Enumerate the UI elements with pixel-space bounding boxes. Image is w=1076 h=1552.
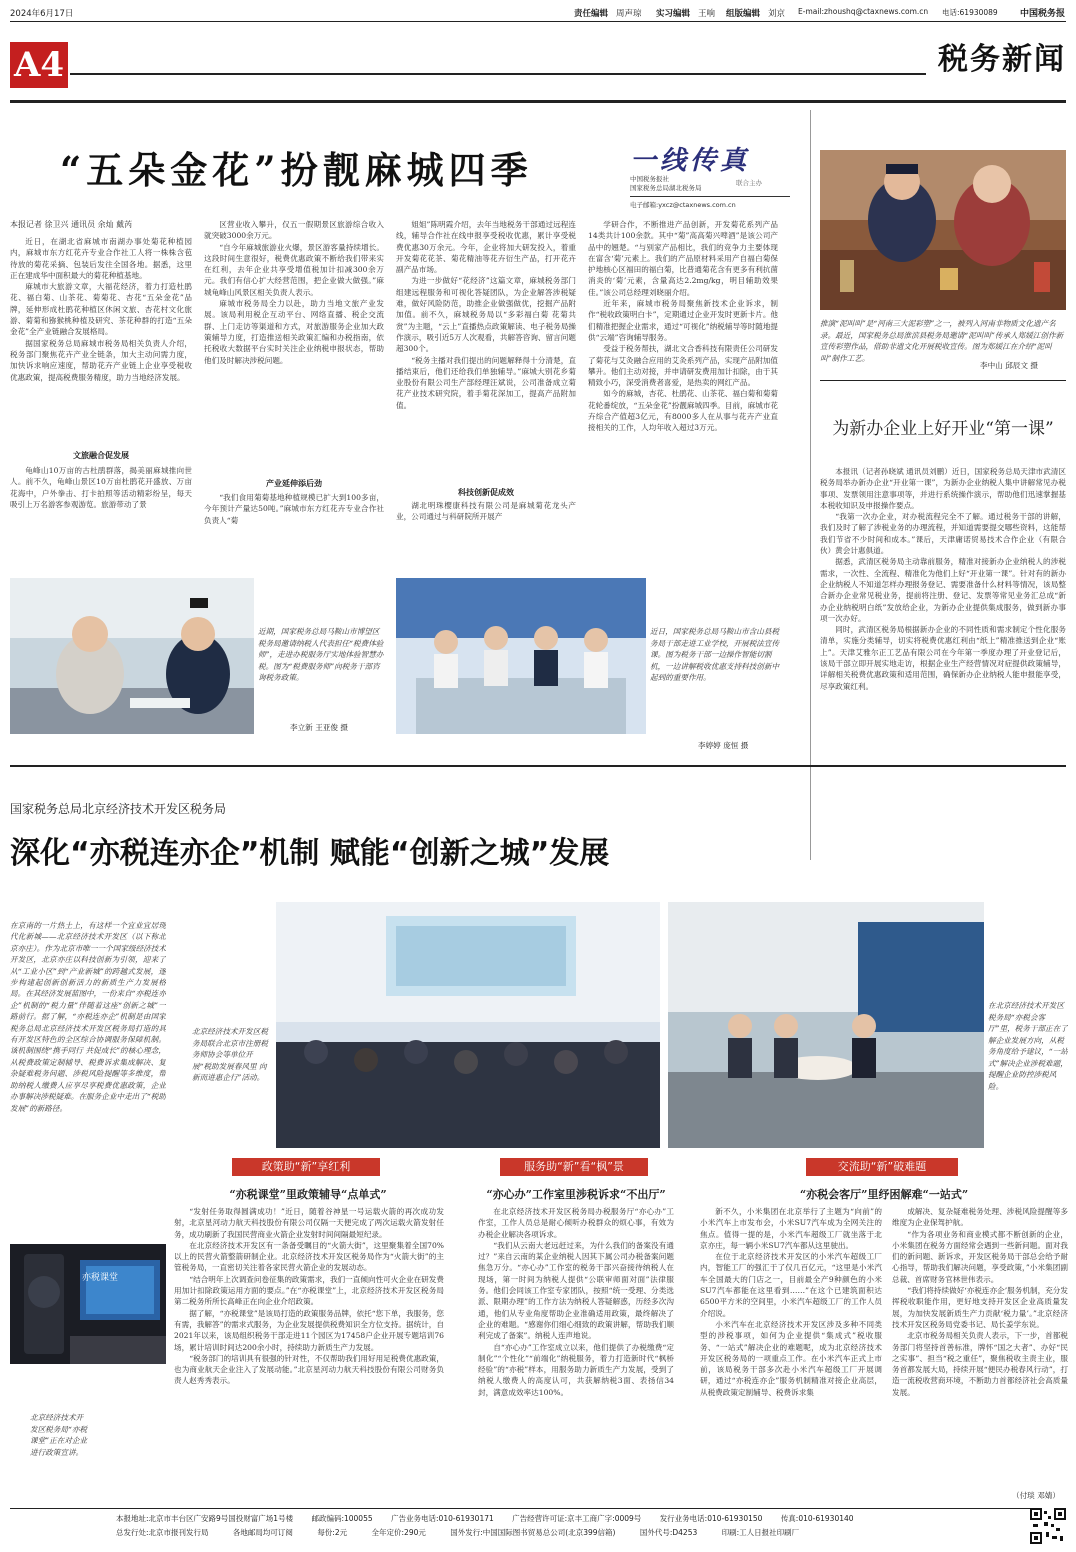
paragraph: 成解决、复杂疑难税务处理、涉税风险提醒等多维度为企业保驾护航。 [892,1207,1068,1228]
paragraph: 在北京经济技术开发区税务局办税服务厅“亦心办”工作室，工作人员总是耐心倾听办税群众的烦心事，有效为办税企业解决各项诉求。 [478,1207,674,1239]
story1-col2b [204,492,384,528]
editor-label: 责任编辑 [574,9,609,19]
paragraph: 学研合作，不断推进产品创新，开发菊花系列产品14类共计100余款。其中“菊”高高菊兴啤酒”是该公司产品中的翘楚。“与别家产品相比，我们的竞争力主要体现在富含‘菊’元素上。我们的产品原材料采用产自福白菊保护地核心区福田的福白菊，比普通菊花含有更多有利抗菌消炎的‘菊’元素，含量高达2.2mg/kg，明目辅助效果佳。”该公司总经理刘晓丽介绍。 [588,220,778,297]
footer-fax: 传真:010-61930140 [780,1514,854,1523]
badge-email: 电子邮箱:yxcz@ctaxnews.com.cn [630,201,736,209]
story1-col2 [204,219,384,477]
story1-col4 [588,219,778,529]
paragraph: “发射任务取得圆满成功！”近日，随着谷神星一号运载火箭的再次成功发射，北京星河动力航天科技股份有限公司仅隔一天便完成了两次运载火箭发射任务，成功刷新了我国民营商业火箭企业发射时间间隔最短纪录。 [174,1207,444,1239]
paragraph: 在北京经济技术开发区有一条备受瞩目的“火箭大街”，这里聚集着全国70%以上的民营火箭整箭研制企业。北京经济技术开发区税务局作为“火箭大街”的主管税务局，一直密切关注着各家民营火箭企业的发展动态。 [174,1240,444,1273]
qr-code-image [1030,1508,1066,1544]
photo-right-caption: 推演“泥叫叫”是“河南三大泥彩塑”之一，被列入河南非物质文化遗产名录。最近，国家税务总局淮滨县税务局邀请“泥叫叫”传承人郑媛江创作新宣传彩塑作品，借助非遗文化开展税收宣传。图为郑媛江在介绍“泥叫叫”制作工艺。 [820,319,1064,363]
intern-name: 王响 [698,9,716,19]
badge-sub1: 中国税务报社 [630,175,669,183]
badge-rule [630,196,790,197]
story3-photo-bottom-caption: 北京经济技术开发区税务局“亦税课堂”正在对企业进行政策宣讲。 [30,1413,88,1457]
column-divider [810,110,811,860]
badge-title: 一线传真 [630,146,751,176]
photo-clay-figures-image [820,150,1066,310]
qr-code-icon [1030,1508,1066,1544]
story1-col1 [10,236,192,462]
paragraph: “结合明年上次调查问卷征集的政策需求，我们一直倾向性可火企业在研发费用加计扣除政策运用方面的要点。”在“亦税课堂”上，北京经济技术开发区税务局第二税务所所长高峰正在向企业介绍政策。 [174,1274,444,1307]
story1-col1b [10,465,192,527]
subhead-policy: “亦税课堂”里政策辅导“点单式” [229,1188,387,1201]
paragraph: “我们食用菊菊基地种植规模已扩大到100多亩，今年预计产量达50吨。”麻城市东方红花卉专业合作社负责人“菊 [204,493,384,525]
paragraph: 小米汽车在北京经济技术开发区涉及多种不同类型的涉税事项，如何为企业提供“集成式”税收服务、“一站式”解决企业的难题呢，成为北京经济技术开发区税务局的一项重点工作。在小米汽车正式上市前，该局税务干部多次赴小米汽车超级工厂开展调研，通过“亦税连亦企”服务机制精准对接企业高层，从税费政策定制辅导、税费诉求集 [700,1319,882,1397]
paragraph: “自今年麻城旅游业火爆，景区游客量持续增长。这段时间生意很好，税费优惠政策不断给我们带来实在红利，去年企业共享受增值税加计扣减300余万元。我们有信心扩大经营范围，把企业做大做强。”麻城龟峰山风景区相关负责人表示。 [204,242,384,297]
photo-school-lesson-image [396,578,646,734]
page-code: A4 [13,45,65,85]
section-rule [70,73,926,75]
paragraph: “我们将持续做好‘亦税连亦企’服务机制，充分发挥税收职能作用，更好地支持开发区企业高质量发展，为加快发展新质生产力贡献‘税力量’。”北京经济技术开发区税务局党委书记、局长姜学东说。 [892,1286,1068,1329]
paragraph: 北京市税务局相关负责人表示，下一步，首都税务部门将坚持首善标准，牌怀“国之大者”、办好“民之实事”、担当“税之重任”，聚焦税收主责主业，服务首都发展大局，持续开展“便民办税春风行动”，打造一流税收营商环境，不断助力首都经济社会高质量发展。 [892,1331,1068,1397]
badge [624,140,808,218]
tag-service: 服务助“新”看“枫”景 [500,1158,648,1176]
paragraph: “作为各项业务和商业模式都不断创新的企业，小米集团在税务方面经常会遇到一些新问题。面对我们的新问题、新诉求，开发区税务局干部总会给予耐心指导，帮助我们解决问题，享受政策，”小米集团副总裁、首席财务官林世伟表示。 [892,1229,1068,1284]
layout-label: 组版编辑 [726,9,761,19]
story3-col1 [174,1206,444,1502]
paragraph: 本报讯（记者孙晓斌 通讯员刘鹏）近日，国家税务总局天津市武清区税务局举办新办企业“开业第一课”，为新办企业纳税人集中讲解常见办税事项、发票领用注意事项等，并进行系统操作演示，帮助他们迅速掌握基本税收知识及申报操作要点。 [820,467,1066,510]
photo-event-image [276,902,660,1148]
footer-dist-phone: 发行业务电话:010-61930150 [659,1514,763,1523]
story3-headline: 深化“亦税连亦企”机制 赋能“创新之城”发展 [10,836,610,871]
footer-postcode: 邮政编码:100055 [311,1514,373,1523]
intern-label: 实习编辑 [656,9,691,19]
tag-exchange: 交流助“新”破难题 [806,1158,958,1176]
paragraph: 麻城市税务局全力以赴，助力当地文旅产业发展。该局利用税企互动平台、网络直播、税企交流群、上门走访等渠道和方式，对旅游服务企业加大政策辅导力度，打造推送相关政策汇编和办税指南，依托税收大数据平台实时关注企业纳税申报状态，帮助他们及时解决涉税问题。 [204,299,384,365]
photo-classroom-image [10,1244,166,1364]
paragraph: 同时，武清区税务局根据新办企业的不同性质和需求制定个性化服务清单，实施分类辅导，切实将税费优惠红利由“纸上”精准推送到企业“账上”。天津艾雅尔正工艺品有限公司在今年第一季度办理了开业登记后，该局干部立即开展实地走访，根据企业生产经营情况对症提供政策辅导，详解相关税费优惠政策和适用范围，确保新办企业纳税人能申报能享受，尽享政策红利。 [820,625,1066,691]
photo-right-credit: 李中山 邱辰文 摄 [980,361,1038,370]
issue-date: 2024年6月17日 [10,9,74,19]
footer-ad-phone: 广告业务电话:010-61930171 [391,1514,494,1523]
paragraph: 如今的麻城，杏花、杜鹃花、山茶花、福白菊和菊菊花轮番绽放，“五朵金花”扮靓麻城四季。目前，麻城市花卉综合产值超3亿元，有8000多人在从事与花卉产业直接相关的工作，人均年收入超过3万元。 [588,389,778,433]
footer-foreign: 国外发行:中国国际图书贸易总公司(北京399信箱) [450,1528,616,1537]
paragraph: 新不久，小米集团在北京举行了主题为“向前”的小米汽车上市发布会，小米SU7汽车成为全网关注的焦点。值得一提的是，小米汽车超级工厂就坐落于北京亦庄，每一辆小米SU7汽车都从这里驶出。 [700,1207,882,1250]
paragraph: 为进一步做好“花经济”这篇文章，麻城税务部门组建远程服务和可视化答疑团队，为企业解答涉税疑难，做好风险防范，助推企业做强做优，挖掘产品附加值。前不久，麻城税务局以“多彩福白菊 花菊共赏”为主题，“云上”直播热点政策解读、电子税务局操作演示，吸引近5万人次观看，共解答咨询、留言问题超300个。 [396,276,576,354]
photo-lounge-image [668,902,984,1148]
mid-right-credit: 李婷婷 庞恒 摄 [698,741,749,750]
photo-classroom [10,1244,166,1364]
story1-subhead-3: 科技创新促成效 [458,487,514,497]
footer-line2 [116,1527,1016,1538]
editor-phone: 电话:61930089 [942,8,998,17]
paragraph: 受益于税务帮扶，湖北文合香科技有限责任公司研发了菊花与艾灸融合应用的艾灸系列产品，实现产品附加值攀升。他们主动对接，并申请研发费用加计扣除，由于其精致小巧，深受消费者喜爱，是热卖的网红产品。 [588,344,778,388]
story3-col2 [478,1206,674,1502]
story1-subhead-2: 产业延伸添后劲 [266,478,322,488]
footer-rule [10,1508,1066,1509]
photo-event [276,902,660,1148]
paper-name: 中国税务报 [1020,9,1066,19]
footer-foreign-code: 国外代号:D4253 [639,1528,698,1537]
story3-credit: （付琰 邓婧） [1012,1491,1060,1500]
top-thick-rule [10,100,1066,103]
paragraph: 在位于北京经济技术开发区的小米汽车超级工厂内，智能工厂的强汇于了仅几百亿元，“这里是小米汽车全国最大的门店之一，目前最全产9种颜色的小米SU7汽车都能在这里看到……”在这个已建筑面积达6500平方米的空间里，小米汽车超级工厂的工作人员介绍说。 [700,1252,882,1318]
paragraph: 近日，在湖北省麻城市南湖办事处菊花种植园内，麻城市东方红花卉专业合作社工人将一株株含苞待放的菊花采摘、包装后发往全国各地。据悉，这里正在建成华中面积最大的菊花种植基地。 [10,237,192,280]
paragraph: 麻城市大旅游文章，大福花经济，着力打造杜鹃花、福白菊、山茶花、菊菊花、杏花“五朵金花”品牌，延伸形成杜鹃花种植区休闲文旅、杏花村文化旅游、菊菊和猕猴桃种植及研究、茶花种群的打造“五朵金花”全产业链融合发展格局。 [10,282,192,337]
editor-name: 周声琼 [616,9,642,19]
editor-email: E-mail:zhoushq@ctaxnews.com.cn [798,7,929,16]
badge-sub3: 联合主办 [736,179,762,187]
mid-left-caption: 近期，国家税务总局马鞍山市博望区税务局邀请纳税人代表担任“税费体验师”，走进办税服务厅实地体验智慧办税。图为“税费服务师”向税务干部咨询税务政策。 [258,627,384,682]
tag-policy: 政策助“新”享红利 [232,1158,380,1176]
story3-col3a [700,1206,882,1502]
paragraph: 自“亦心办”工作室成立以来，他们提供了办税缴费“定制化”“个性化”“前端化”纳税服务，着力打造新时代“枫桥经验”的“亦税”样本，用服务助力新质生产力发展，受到了纳税人缴费人的高度认可，共获解纳税3面、表扬信34封，满意成效率达100%。 [478,1342,674,1397]
paragraph: “我们从云南大老远赶过来，为什么我们的备案没有通过？”来自云南的某企业纳税人因其下属公司办税备案问题焦急万分。“亦心办”工作室的税务干部兴奋接待纳税人在现场，第一时间为纳税人提供“公联审师面对面”法律服务。他们会同该工作室专家团队，按照“统一受理、分类选派、限期办理”的工作方法为纳税人答疑解惑，历经多次沟通，他们从专业角度帮助企业准确适用政策，最终解决了企业的难题。“感谢你们细心细致的政策讲解，帮助我们顺利完成了备案”。纳税人连声地说。 [478,1240,674,1341]
footer-price: 每份:2元 [317,1528,348,1537]
paragraph: “我第一次办企业，对办税流程完全不了解。通过税务干部的讲解，我们及时了解了涉税业务的办理流程，并知道需要提交哪些资料，这能帮我们节省不少时间和成本。”课后，天津庸诺贸易技术合作企业（有限合伙）黄会计惠俱道。 [820,512,1066,556]
footer-annual-price: 全年定价:290元 [371,1528,426,1537]
story3-photo-right-caption: 在北京经济技术开发区税务局“亦税会客厅”里，税务干部正在了解企业发展方向，从税务角度给予建议，“一站式”解决企业涉税难题，提醒企业防控涉税风险。 [988,1001,1068,1091]
masthead [10,6,1066,20]
story2-body [820,466,1066,858]
footer-printer: 印刷:工人日报社印刷厂 [721,1528,800,1537]
footer-address: 本报地址:北京市丰台区广安路9号国投财富广场1号楼 [116,1514,294,1523]
paragraph: 姐姐”陈明霞介绍，去年当地税务干部通过远程连线，辅导合作社在线申报享受税收优惠，累计享受税费优惠30万余元。今年，企业将加大研发投入，着重开发菊花花茶、菊花精油等花卉衍生产品，打开花卉副产品市场。 [396,220,576,275]
layout-name: 刘京 [768,9,786,19]
footer-distributor: 总发行处:北京市报刊发行局 [116,1528,209,1537]
paragraph: 据国家税务总局麻城市税务局相关负责人介绍，税务部门聚焦花卉产业全链条，加大主动问需力度，加快诉求响应速度，帮助花卉产业链上企业享受税收优惠政策，提高税费服务精度，助力当地经济发展。 [10,338,192,382]
paragraph: 近年来，麻城市税务局聚焦新技术企业诉求，制作“税收政策明白卡”，定期通过企业开发时更新卡片。他们精准把握企业需求，通过“可视化”纳税辅导等时随地提供“云端”咨询辅导服务。 [588,299,778,342]
story1-headline: “五朵金花”扮靓麻城四季 [60,148,533,192]
footer-ad-license: 广告经营许可证:京丰工商广字:0009号 [512,1514,642,1523]
badge-sub2: 国家税务总局湖北税务局 [630,184,702,192]
photo-classroom-screen: 亦税课堂 [82,1273,119,1283]
paragraph: “税务部门的培训具有很强的针对性，不仅帮助我们用好用足税费优惠政策，也为商业航天企业注入了发展动能。”北京星河动力航天科技股份有限公司财务负责人赵秀秀表示。 [174,1353,444,1386]
story3-photo-left-caption: 北京经济技术开发区税务局联合北京市注册税务师协会等单位开展“税助发展春风里 向新而进惠企行”活动。 [192,1027,268,1082]
paragraph: 龟峰山10万亩的古杜鹃群落，揭美丽麻城推向世人。前不久，龟峰山景区10万亩杜鹃花开盛放、万亩花海中，户外拳击、打卡拍照等活动精彩纷呈，每天吸引上万名游客参观游览。旅游带动了景 [10,466,192,509]
story1-col3 [396,219,576,477]
paragraph: 湖北明珠樱康科技有限公司是麻城菊花龙头产业，公司通过与科研院所开展产 [396,501,576,522]
story1-byline: 本报记者 徐卫兴 通讯员 余灿 戴芮 [10,220,133,229]
story1-col3b [396,500,576,528]
paragraph: 据悉，武清区税务局主动靠前服务，精准对接新办企业纳税人的涉税需求，一次性、全流程、精准化为他们上好“开业第一课”。针对有的新办企业纳税人不知道怎样办理报务登记、需要准备什么材料等情况，该局整合新办企业常见税业务，提前将注册、登记、发票等常见业务汇总成“新办企业纳税明白纸”发放给企业，为新办企业提供集成服务，做到新办事项一次办好。 [820,557,1066,623]
paragraph: 区营业收入攀升，仅五一假期景区旅游综合收入就突破3000余万元。 [204,220,384,241]
paragraph: 据了解，“亦税课堂”是该局打造的政策服务品牌，依托“您下单，我服务，您有需，我解答”的需求式服务，为企业发展提供税费知识全方位支持。据统计，自2021年以来，该局组织税务干部走进11个园区为17458户企业开展专题培训76场，累计培训时间达200余小时，持续助力新质生产力发展。 [174,1308,444,1352]
footer-line1 [116,1513,1016,1524]
story3-top-rule [10,765,1066,767]
photo-lounge [668,902,984,1148]
story3-intro: 在京南的一片热土上，有这样一个宜业宜居现代化新城——北京经济技术开发区（以下称北京亦庄）。作为北京市唯一一个国家级经济技术开发区，北京亦庄以科技创新为引领，迎来了从“工业小区”到“产业新城”的跨越式发展，逐步构建起创新创新活力的新质生产力发展格局。在其经济发展蓝图中，一份来自“亦税连亦企”机制的“税力量”伴随着这座“创新之城”一路前行。据了解，“亦税连亦企”机制是由国家税务总局北京经济技术开发区税务局打造的具有开发区特色的全区综合协调服务保障机制。该机制围绕“携手同行 共促成长”的核心理念，从税费政策定制辅导、税费诉求集成解决、复杂疑难税务问题、涉税风险提醒等多维度，帮助纳税人缴费人应享尽享税费优惠政策，企业办事解决涉税疑难。在服务企业中走出了“税助发展”的新路径。 [10,921,166,1113]
photo-clay-figures [820,150,1066,310]
subhead-service: “亦心办”工作室里涉税诉求“不出厅” [486,1188,666,1201]
story3-kicker: 国家税务总局北京经济技术开发区税务局 [10,802,227,816]
subhead-exchange: “亦税会客厅”里纾困解难“一站式” [799,1188,969,1201]
story2-top-rule [820,380,1066,381]
photo-school-lesson [396,578,646,734]
section-title: 税务新闻 [938,42,1066,77]
story1-subhead-1: 文旅融合促发展 [73,450,129,460]
mid-right-caption: 近日，国家税务总局马鞍山市含山县税务局干部走进工业学校，开展税法宣传课。图为税务干部一边操作智能切割机，一边讲解税收优惠支持科技创新中起到的重要作用。 [650,627,780,682]
photo-tax-experience [10,578,254,734]
story2-headline: 为新办企业上好开业“第一课” [832,419,1054,439]
paragraph: “税务主播对我们提出的问题解释得十分清楚，直播结束后，他们还给我们单独辅导。”麻城大别花乡菊业股份有限公司生产部经理汪斌说，公司准备成立菊花产业技术研究院，着手菊花深加工，提高产品附加值。 [396,355,576,410]
photo-tax-experience-image [10,578,254,734]
footer-subscribe: 各地邮局均可订阅 [232,1528,293,1537]
mid-left-credit: 李立新 王亚俊 摄 [290,723,348,732]
story3-col3b [892,1206,1068,1490]
masthead-rule [10,21,1066,22]
